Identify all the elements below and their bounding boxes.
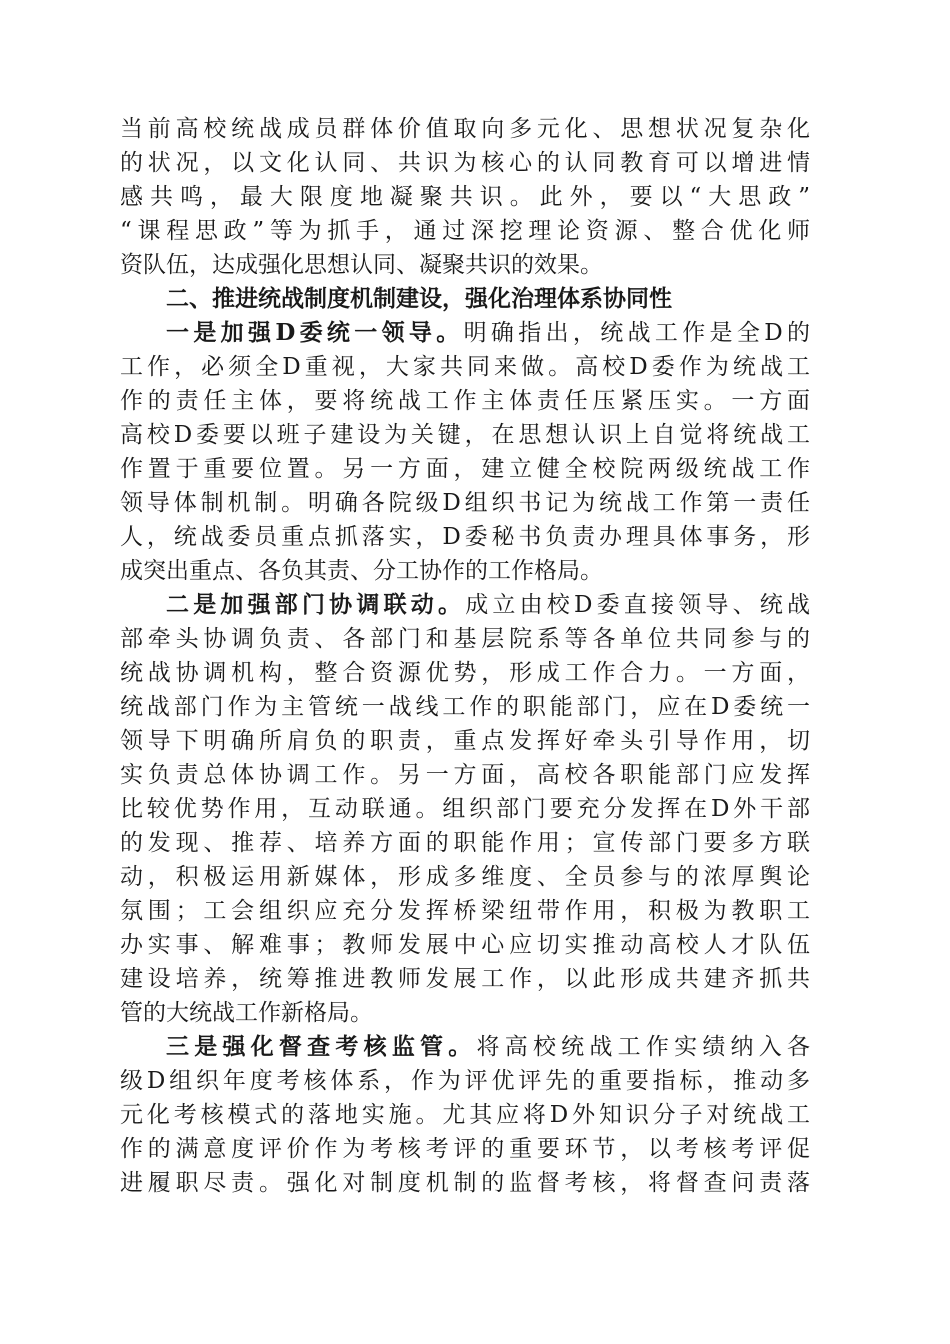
paragraph-line: 进履职尽责。强化对制度机制的监督考核，将督查问责落 [120, 1170, 810, 1196]
paragraph-line: 的发现、推荐、培养方面的职能作用；宣传部门要多方联 [120, 830, 810, 856]
paragraph-line: 作置于重要位置。另一方面，建立健全校院两级统战工作 [120, 456, 810, 482]
paragraph-line: 工作，必须全D重视，大家共同来做。高校D委作为统战工 [120, 354, 810, 380]
paragraph-line: 领导体制机制。明确各院级D组织书记为统战工作第一责任 [120, 490, 810, 516]
paragraph-line: 元化考核模式的落地实施。尤其应将D外知识分子对统战工 [120, 1102, 810, 1128]
intro-line: “课程思政”等为抓手，通过深挖理论资源、整合优化师 [120, 218, 810, 244]
paragraph-first-rest: 明确指出，统战工作是全D的 [463, 320, 810, 346]
paragraph-line: 成突出重点、各负其责、分工协作的工作格局。 [120, 558, 603, 584]
paragraph-line: 高校D委要以班子建设为关键，在思想认识上自觉将统战工 [120, 422, 810, 448]
paragraph-line: 统战协调机构，整合资源优势，形成工作合力。一方面， [120, 660, 810, 686]
paragraph-line: 实负责总体协调工作。另一方面，高校各职能部门应发挥 [120, 762, 810, 788]
intro-line: 当前高校统战成员群体价值取向多元化、思想状况复杂化 [120, 116, 810, 142]
intro-line: 资队伍，达成强化思想认同、凝聚共识的效果。 [120, 252, 603, 278]
paragraph-first-rest: 成立由校D委直接领导、统战 [465, 592, 811, 618]
paragraph-line: 作的责任主体，要将统战工作主体责任压紧压实。一方面 [120, 388, 810, 414]
paragraph-first-rest: 将高校统战工作实绩纳入各 [476, 1034, 811, 1060]
intro-line: 的状况，以文化认同、共识为核心的认同教育可以增进情 [120, 150, 810, 176]
paragraph-line: 领导下明确所肩负的职责，重点发挥好牵头引导作用，切 [120, 728, 810, 754]
paragraph-lead: 二是加强部门协调联动。 [166, 591, 466, 618]
paragraph-line: 作的满意度评价作为考核考评的重要环节，以考核考评促 [120, 1136, 810, 1162]
paragraph-first-line [120, 588, 810, 622]
paragraph-line: 级D组织年度考核体系，作为评优评先的重要指标，推动多 [120, 1068, 810, 1094]
paragraph-line: 动，积极运用新媒体，形成多维度、全员参与的浓厚舆论 [120, 864, 810, 890]
intro-line: 感共鸣，最大限度地凝聚共识。此外，要以“大思政” [120, 184, 810, 210]
paragraph-lead: 一是加强D委统一领导。 [166, 319, 464, 346]
paragraph-line: 人，统战委员重点抓落实，D委秘书负责办理具体事务，形 [120, 524, 810, 550]
paragraph-line: 氛围；工会组织应充分发挥桥梁纽带作用，积极为教职工 [120, 898, 810, 924]
paragraph-line: 管的大统战工作新格局。 [120, 1000, 373, 1026]
paragraph-first-line [120, 316, 810, 350]
paragraph-line: 建设培养，统筹推进教师发展工作，以此形成共建齐抓共 [120, 966, 810, 992]
paragraph-line: 统战部门作为主管统一战线工作的职能部门，应在D委统一 [120, 694, 810, 720]
paragraph-lead: 三是强化督查考核监管。 [166, 1033, 477, 1060]
document-page [120, 112, 810, 1200]
section-heading: 二、推进统战制度机制建设，强化治理体系协同性 [166, 286, 672, 312]
paragraph-line: 比较优势作用，互动联通。组织部门要充分发挥在D外干部 [120, 796, 810, 822]
paragraph-line: 部牵头协调负责、各部门和基层院系等各单位共同参与的 [120, 626, 810, 652]
paragraph-line: 办实事、解难事；教师发展中心应切实推动高校人才队伍 [120, 932, 810, 958]
paragraph-first-line [120, 1030, 810, 1064]
